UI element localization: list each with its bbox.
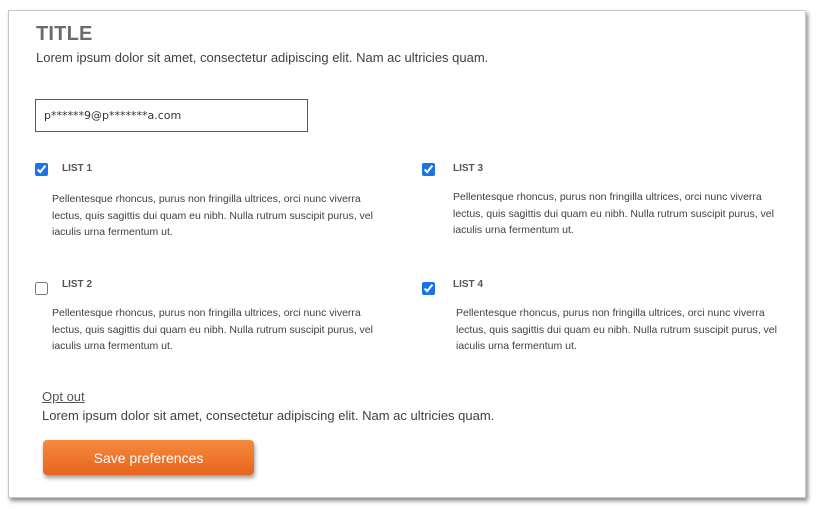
- email-field[interactable]: [35, 99, 308, 132]
- list-2-checkbox[interactable]: [35, 282, 48, 295]
- save-preferences-button[interactable]: Save preferences: [43, 440, 254, 475]
- page-title: TITLE: [36, 23, 93, 45]
- list-3-title: LIST 3: [453, 163, 484, 174]
- list-2-title: LIST 2: [62, 279, 93, 290]
- opt-out-description: Lorem ipsum dolor sit amet, consectetur adipiscing elit. Nam ac ultricies quam.: [42, 408, 495, 423]
- list-4-description: Pellentesque rhoncus, purus non fringilla ultrices, orci nunc viverra lectus, quis sagittis dui quam eu nibh. Nulla rutrum suscipit purus, vel iaculis urna fermentum ut.: [456, 307, 777, 352]
- preferences-panel: [8, 10, 806, 498]
- list-2-description: Pellentesque rhoncus, purus non fringilla ultrices, orci nunc viverra lectus, quis sagittis dui quam eu nibh. Nulla rutrum suscipit purus, vel iaculis urna fermentum ut.: [52, 307, 373, 352]
- list-3-description: Pellentesque rhoncus, purus non fringilla ultrices, orci nunc viverra lectus, quis sagittis dui quam eu nibh. Nulla rutrum suscipit purus, vel iaculis urna fermentum ut.: [453, 191, 774, 236]
- opt-out-link[interactable]: Opt out: [42, 389, 85, 404]
- list-4-checkbox[interactable]: [422, 282, 435, 295]
- list-1-checkbox[interactable]: [35, 163, 48, 176]
- list-3-checkbox[interactable]: [422, 163, 435, 176]
- page-subtitle: Lorem ipsum dolor sit amet, consectetur adipiscing elit. Nam ac ultricies quam.: [36, 50, 489, 65]
- list-1-title: LIST 1: [62, 163, 93, 174]
- list-1-description: Pellentesque rhoncus, purus non fringilla ultrices, orci nunc viverra lectus, quis sagittis dui quam eu nibh. Nulla rutrum suscipit purus, vel iaculis urna fermentum ut.: [52, 193, 373, 238]
- list-4-title: LIST 4: [453, 279, 484, 290]
